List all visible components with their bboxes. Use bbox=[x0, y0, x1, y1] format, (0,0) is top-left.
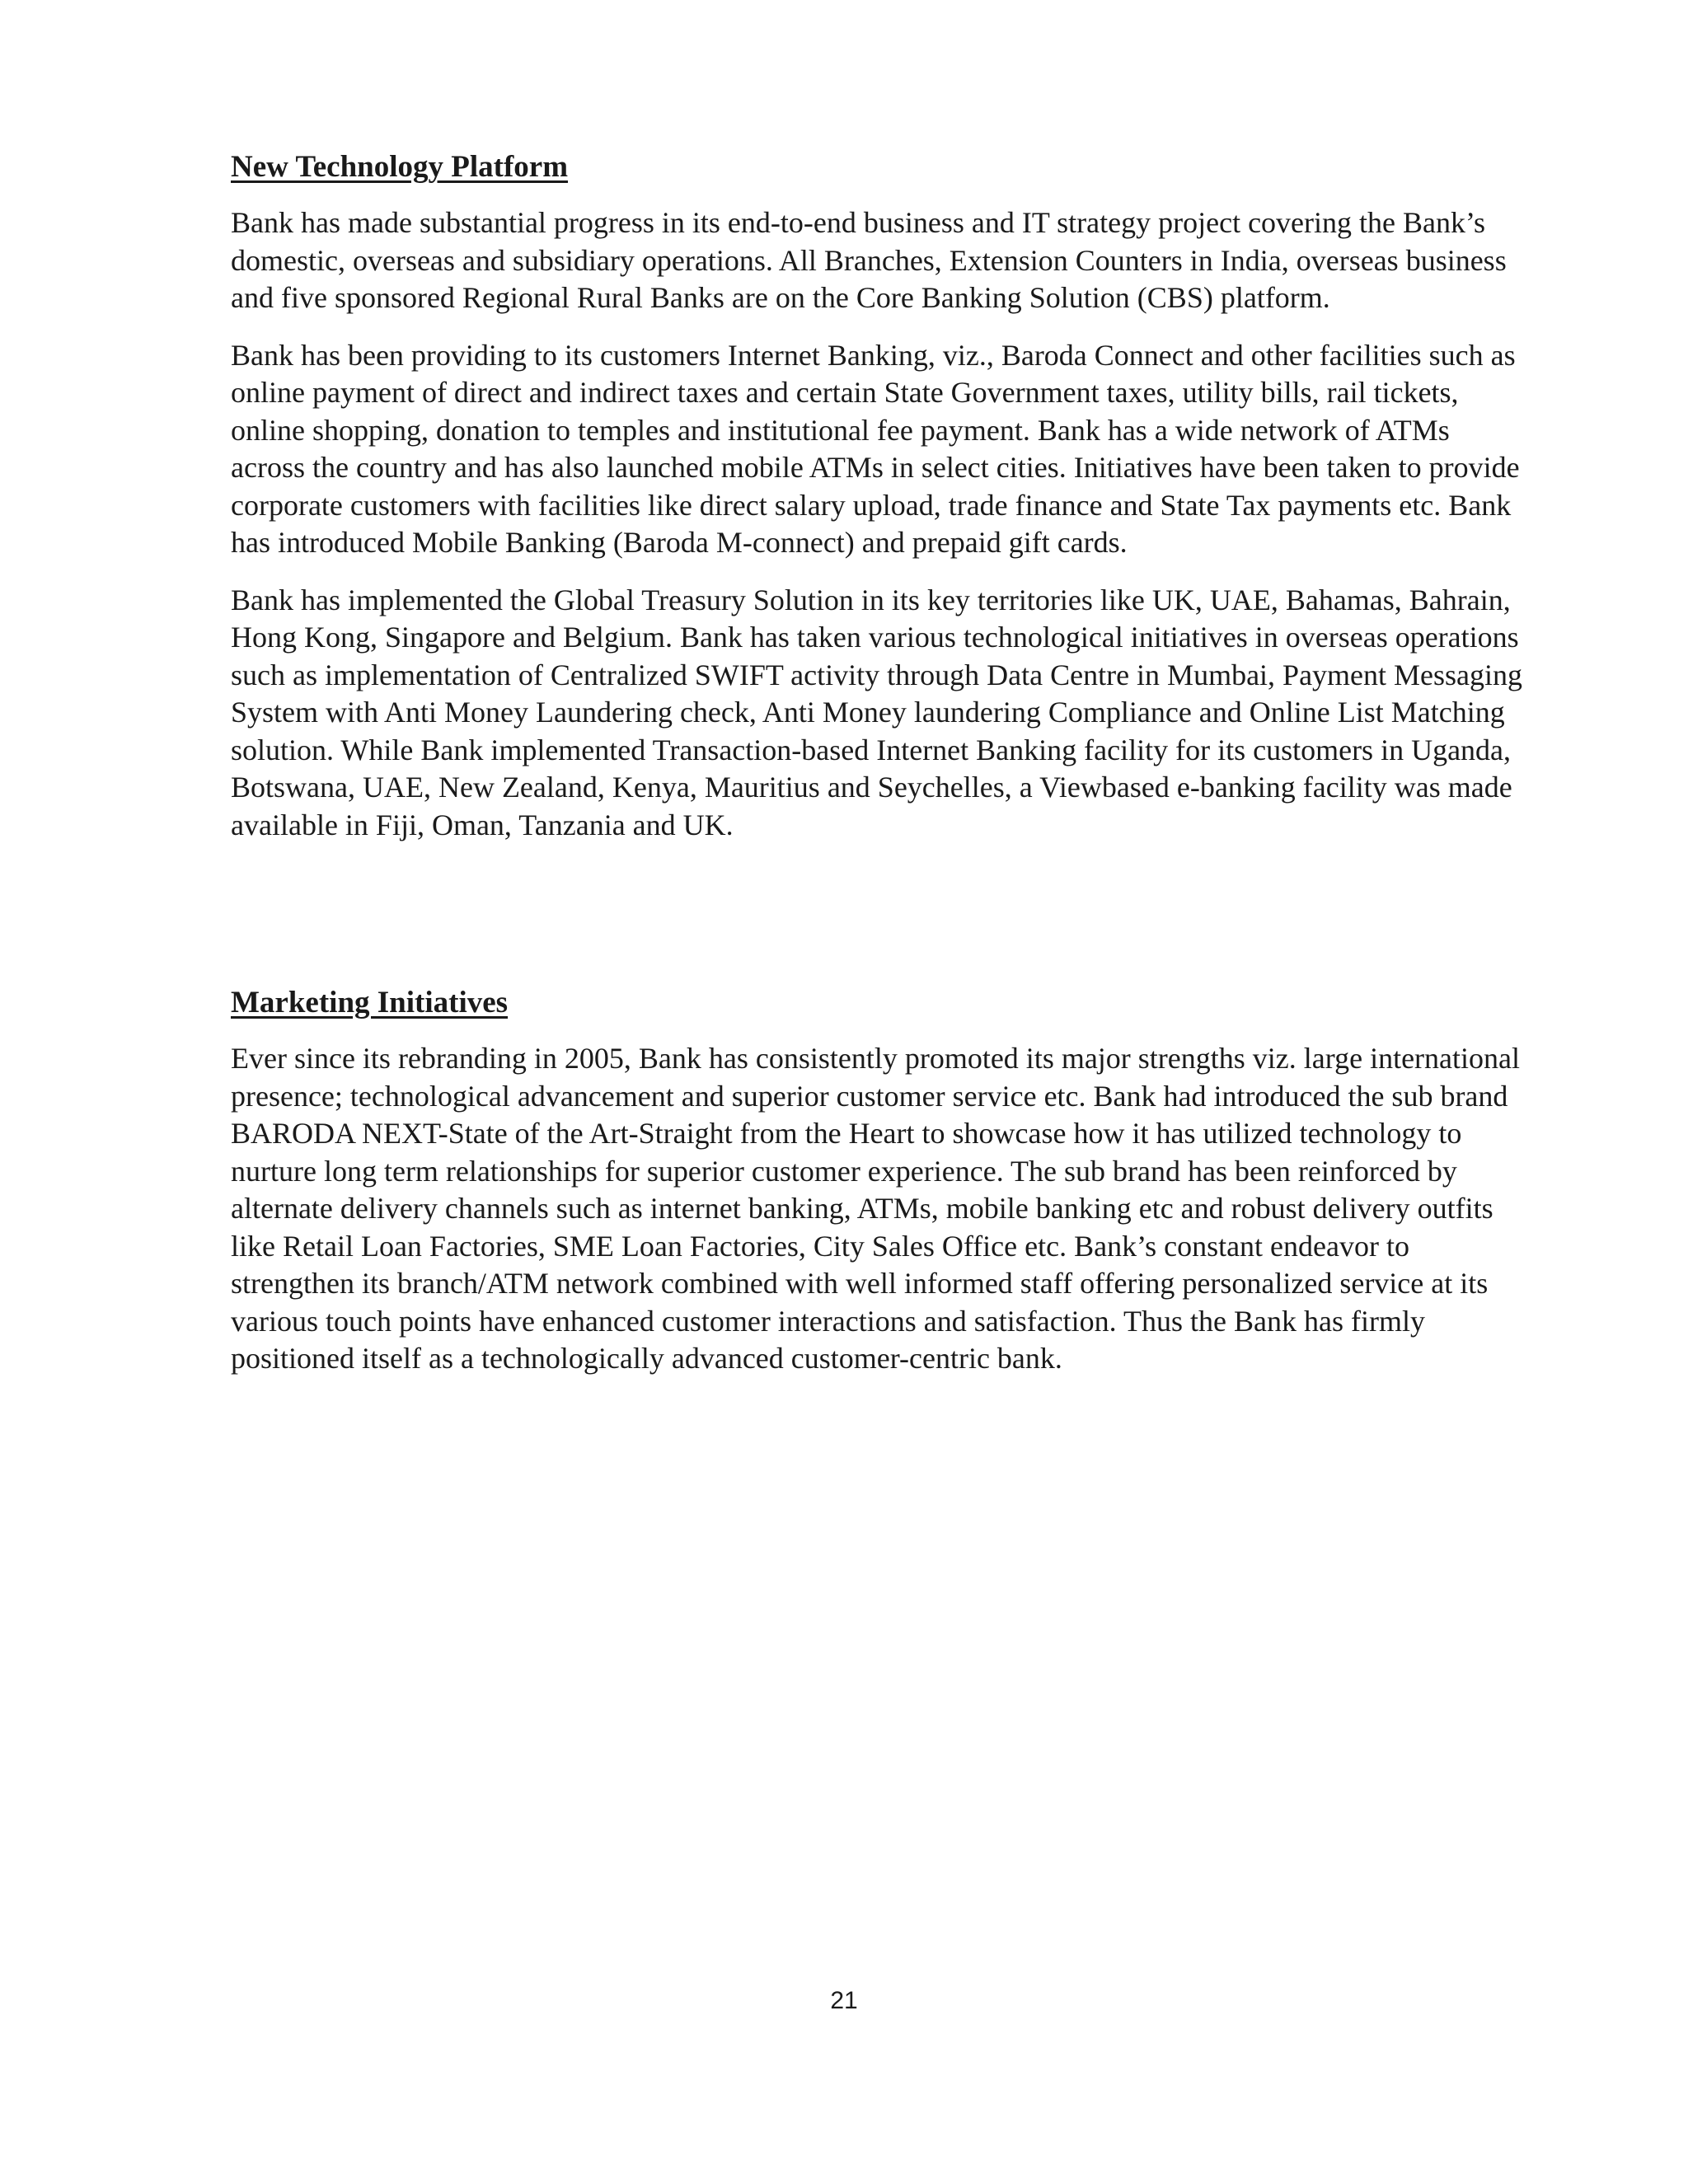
page-number: 21 bbox=[830, 1987, 858, 2014]
paragraph: Bank has implemented the Global Treasury Solution in its key territories like UK, UAE, Bahamas, Bahrain, Hong Kong, Singapore and Belgium. Bank has taken various technological initiatives in overseas operations such as implementation of Centralized SWIFT activity through Data Centre in Mumbai, Payment Messaging System with Anti Money Laundering check, Anti Money laundering Compliance and Online List Matching solution. While Bank implemented Transaction-based Internet Banking facility for its customers in Uganda, Botswana, UAE, New Zealand, Kenya, Mauritius and Seychelles, a Viewbased e-banking facility was made available in Fiji, Oman, Tanzania and UK. bbox=[231, 583, 1523, 841]
section-heading: Marketing Initiatives bbox=[231, 986, 509, 1019]
paragraph: Bank has been providing to its customers Internet Banking, viz., Baroda Connect and other facilities such as online payment of direct and indirect taxes and certain State Government taxes, utility bills, rail tickets, online shopping, donation to temples and institutional fee payment. Bank has a wide network of ATMs across the country and has also launched mobile ATMs in select cities. Initiatives have been taken to provide corporate customers with facilities like direct salary upload, trade finance and State Tax payments etc. Bank has introduced Mobile Banking (Baroda M-connect) and prepaid gift cards. bbox=[231, 338, 1520, 559]
section-marketing-initiatives bbox=[231, 984, 1525, 1378]
document-page bbox=[231, 148, 1525, 1398]
paragraph: Ever since its rebranding in 2005, Bank has consistently promoted its major strengths viz. large international presence; technological advancement and superior customer service etc. Bank had introduced the sub brand BARODA NEXT-State of the Art-Straight from the Heart to showcase how it has utilized technology to nurture long term relationships for superior customer experience. The sub brand has been reinforced by alternate delivery channels such as internet banking, ATMs, mobile banking etc and robust delivery outfits like Retail Loan Factories, SME Loan Factories, City Sales Office etc. Bank’s constant endeavor to strengthen its branch/ATM network combined with well informed staff offering personalized service at its various touch points have enhanced customer interactions and satisfaction. Thus the Bank has firmly positioned itself as a technologically advanced customer-centric bank. bbox=[231, 1042, 1520, 1375]
section-heading: New Technology Platform bbox=[231, 150, 569, 184]
paragraph: Bank has made substantial progress in its end-to-end business and IT strategy project covering the Bank’s domestic, overseas and subsidiary operations. All Branches, Extension Counters in India, overseas business and five sponsored Regional Rural Banks are on the Core Banking Solution (CBS) platform. bbox=[231, 206, 1507, 314]
section-new-technology-platform bbox=[231, 148, 1525, 844]
